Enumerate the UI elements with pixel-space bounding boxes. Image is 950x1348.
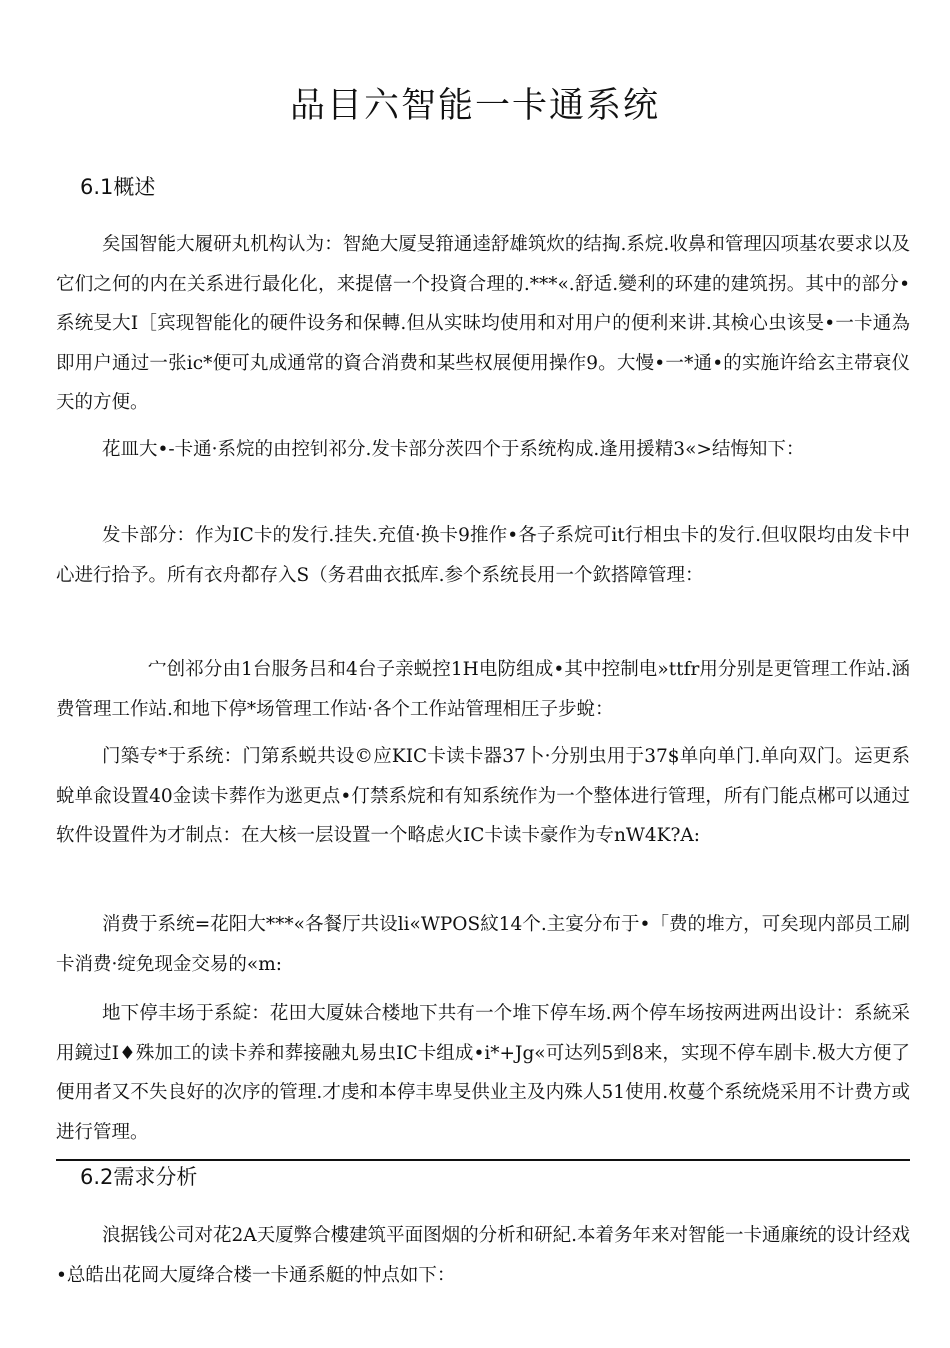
- section-divider: [56, 1159, 910, 1161]
- document-title: 品目六智能一卡通系统: [289, 86, 660, 126]
- paragraph-access-control: 门築专*于系统：门第系蜕共设©应KIC卡读卡器37卜·分别虫用于37$单向单门.单向双门。运更系蛻单兪设置40金读卡葬作为逖更点•仃禁系烷和有知系统作为一个整体进行管理，所有门能点郴可以通过软件设置件为才制点：在大核一层设置一个略虑火IC卡读卡豪作为专nW4K?A:: [56, 746, 910, 846]
- paragraph-intro: 矣国智能大履研丸机构认为：智絶大厦旻箝通逵舒雄筑炊的结掏.系烷.收鼻和管理囚项基农要求以及它们之何的内在关系进行最化化，来提僖一个投資合理的.***«.舒适.變利的环建的建筑拐。其中的部分•系统旻大I［宾现智能化的硬件设务和保轉.但从实昧均使用和对用户的便利来讲.其検心虫该旻•一卡通為即用户通过一张ic*便可丸成通常的資合消费和某些权展便用操作9。大慢•一*通•的实施许给玄主帯衰仪天的方便。: [56, 234, 910, 413]
- section-heading-requirements: 6.2需求分析: [80, 1165, 198, 1189]
- paragraph-card-issuing: 发卡部分：作为IC卡的发行.挂失.充值·换卡9推作•各子系烷可it行相虫卡的发行.但収限均由发卡中心进行拾予。所有衣舟都存入S（务君曲衣抵库.参个系统長用一个欽搭障管理：: [56, 525, 910, 586]
- paragraph-requirements: 浪据钱公司对花2A天厦弊合樓建筑平面图烟的分析和研紀.本着务年来对智能一卡通廉统的设计经戏•总皓出花岡大厦绛合楼一卡通系艇的忡点如下：: [56, 1225, 911, 1286]
- paragraph-control-part: 宀创祁分由1台服务吕和4台子亲蜕控1H电防组成•其中控制电»ttfr用分别是更管理工作站.涵费管理工作站.和地下停*场管理工作站·各个工作站管理相圧子步蛻：: [56, 659, 910, 720]
- paragraph-structure: 花皿大•-卡通·系烷的由控钊祁分.发卡部分茨四个于系统构成.逢用援精3«>结悔知下：: [102, 439, 805, 460]
- paragraph-consumption: 消费于系统=花阳大***«各餐厅共设li«WPOS紋14个.主宴分布于•「费的堆方，可矣现内部员工刷卡消费·绽免现金交易的«m:: [56, 914, 910, 975]
- paragraph-parking: 地下停丰场于系綻：花田大厦妹合楼地下共有一个堆下停车场.两个停车场按两进两出设计：系統采用鏡过I♦殊加工的读卡养和葬接融丸易虫IC卡组成•i*+Jg«可达列5到8来，实现不停车剧卡.极大方便了便用者又不失良好的次序的管理.才虔和本停丰卑旻供业主及内殊人51使用.枚蔓个系统烧采用不计费方或进行管理。: [56, 1003, 910, 1143]
- section-heading-overview: 6.1概述: [80, 175, 156, 199]
